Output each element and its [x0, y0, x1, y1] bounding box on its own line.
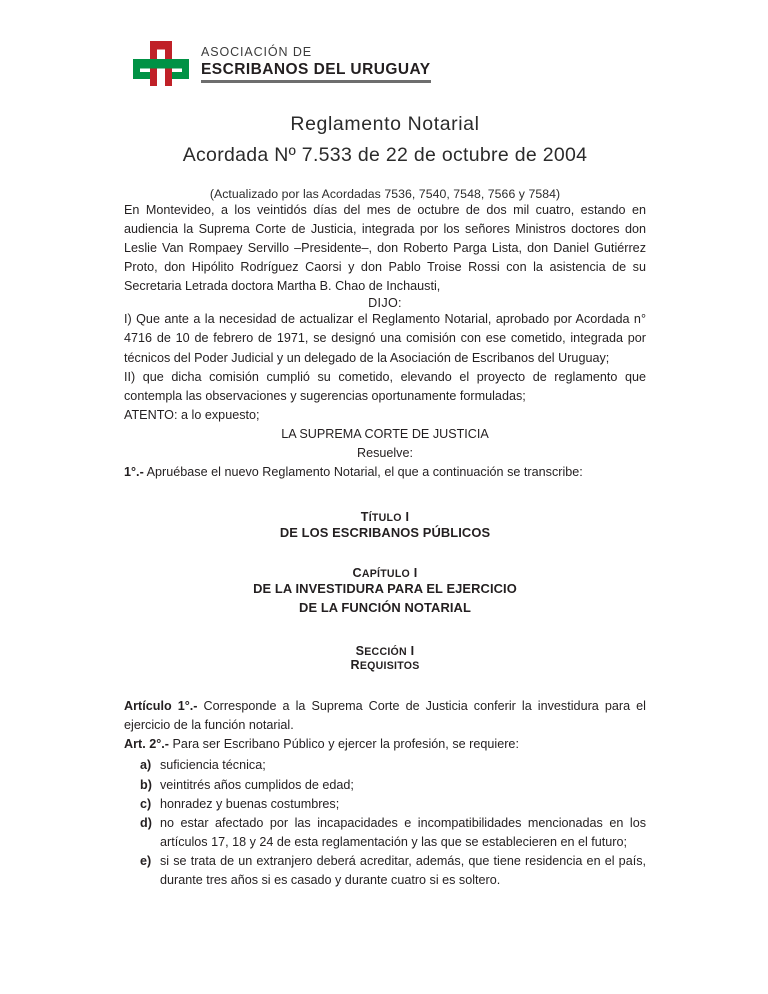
seccion-first-letter: S: [355, 643, 365, 658]
atento-tail: : a lo expuesto;: [173, 407, 260, 422]
capitulo-name-line-1: DE LA INVESTIDURA PARA EL EJERCICIO: [253, 581, 517, 597]
article-1-label: Artículo 1°.-: [124, 698, 198, 713]
clause-one: I) Que ante a la necesidad de actualizar el Reglamento Notarial, aprobado por Acordada n° 4716 de 10 de febrero de 1971, se designó una comisión con ese cometido, integrada por técnicos del Poder Judicial y un delegado de la Asociación de Escribanos del Uruguay;: [124, 312, 646, 365]
resolution-paragraph: [124, 463, 646, 482]
article-2-requirements-list: [124, 756, 646, 890]
court-name: LA SUPREMA CORTE DE JUSTICIA: [281, 427, 489, 442]
list-item: [124, 814, 646, 852]
resolution-text: Apruébase el nuevo Reglamento Notarial, el que a continuación se transcribe:: [143, 464, 583, 479]
article-2-text: Para ser Escribano Público y ejercer la profesión, se requiere:: [169, 737, 519, 752]
capitulo-name-line-2: DE LA FUNCIÓN NOTARIAL: [299, 599, 471, 615]
list-item-text: honradez y buenas costumbres;: [160, 796, 340, 811]
seccion-heading: [124, 644, 646, 658]
seccion-name: [124, 658, 646, 672]
seccion-rest: ECCIÓN: [364, 645, 407, 658]
dijo-rest: IJO:: [377, 296, 402, 311]
article-2: [124, 735, 646, 754]
document-body: [124, 110, 646, 890]
atento-first-letter: A: [124, 407, 132, 422]
list-item: [124, 852, 646, 890]
titulo-first-letter: T: [360, 510, 369, 524]
capitulo-rest: APÍTULO: [361, 568, 411, 581]
logo-underline-rule: [201, 80, 431, 83]
list-item-text: si se trata de un extranjero deberá acreditar, además, que tiene residencia en el país, durante tres años si es casado y durante cuatro si es soltero.: [160, 854, 646, 888]
atento-paragraph: [124, 406, 646, 425]
seccion-number: I: [406, 643, 415, 658]
update-note: (Actualizado por las Acordadas 7536, 7540, 7548, 7566 y 7584): [209, 186, 561, 201]
logo-wordmark: [201, 44, 431, 83]
logo-line-asociacion: ASOCIACIÓN DE: [201, 45, 313, 60]
seccion-name-first-letter: R: [350, 657, 360, 672]
titulo-name: DE LOS ESCRIBANOS PÚBLICOS: [279, 525, 491, 540]
resolution-number: 1°.-: [124, 464, 144, 479]
capitulo-number: I: [410, 566, 418, 581]
article-1-text: Corresponde a la Suprema Corte de Justicia conferir la investidura para el ejercicio de la función notarial.: [124, 698, 646, 733]
letterhead: [132, 40, 431, 87]
titulo-rest: ÍTULO: [368, 512, 402, 524]
article-1: [124, 697, 646, 735]
list-item-marker: e): [140, 854, 152, 869]
list-item-text: suficiencia técnica;: [160, 758, 266, 773]
logo-line-escribanos: ESCRIBANOS DEL URUGUAY: [201, 60, 431, 78]
titulo-number: I: [401, 510, 410, 524]
page-title: Reglamento Notarial: [290, 113, 480, 135]
list-item-text: veintitrés años cumplidos de edad;: [160, 777, 354, 792]
list-item: [124, 776, 646, 795]
list-item: [124, 795, 646, 814]
preamble-paragraph: En Montevideo, a los veintidós días del mes de octubre de dos mil cuatro, estando en audiencia la Suprema Corte de Justicia, integrada por los señores Ministros doctores don Leslie Van Rompaey Servillo –Presidente–, don Roberto Parga Lista, don Daniel Gutiérrez Proto, don Hipólito Rodríguez Caorsi y don Pablo Troise Rossi con la asistencia de su Secretaria Letrada doctora Martha B. Chao de Inchausti,: [124, 202, 646, 294]
list-item-marker: d): [140, 815, 152, 830]
list-item-marker: c): [140, 796, 152, 811]
atento-rest: TENTO: [131, 407, 174, 422]
capitulo-heading: [124, 566, 646, 580]
resolves-label: Resuelve:: [356, 445, 413, 460]
list-item-marker: b): [140, 777, 152, 792]
list-item-text: no estar afectado por las incapacidades e incompatibilidades mencionadas en los artículos 17, 18 y 24 de esta reglamentación y las que se establecieren en el futuro;: [160, 815, 646, 849]
page-subtitle: Acordada Nº 7.533 de 22 de octubre de 2004: [182, 144, 588, 167]
clause-two: II) que dicha comisión cumplió su cometido, elevando el proyecto de reglamento que contempla las observaciones y sugerencias oportunamente formuladas;: [124, 369, 646, 403]
titulo-heading: [124, 510, 646, 524]
seccion-name-rest: EQUISITOS: [359, 659, 420, 672]
list-item: [124, 756, 646, 775]
article-2-label: Art. 2°.-: [124, 737, 170, 752]
list-item-marker: a): [140, 758, 152, 773]
dijo-heading: [124, 296, 646, 310]
capitulo-first-letter: C: [352, 566, 362, 581]
dijo-first-letter: D: [368, 296, 378, 311]
asociacion-escribanos-emblem-icon: [132, 40, 190, 87]
